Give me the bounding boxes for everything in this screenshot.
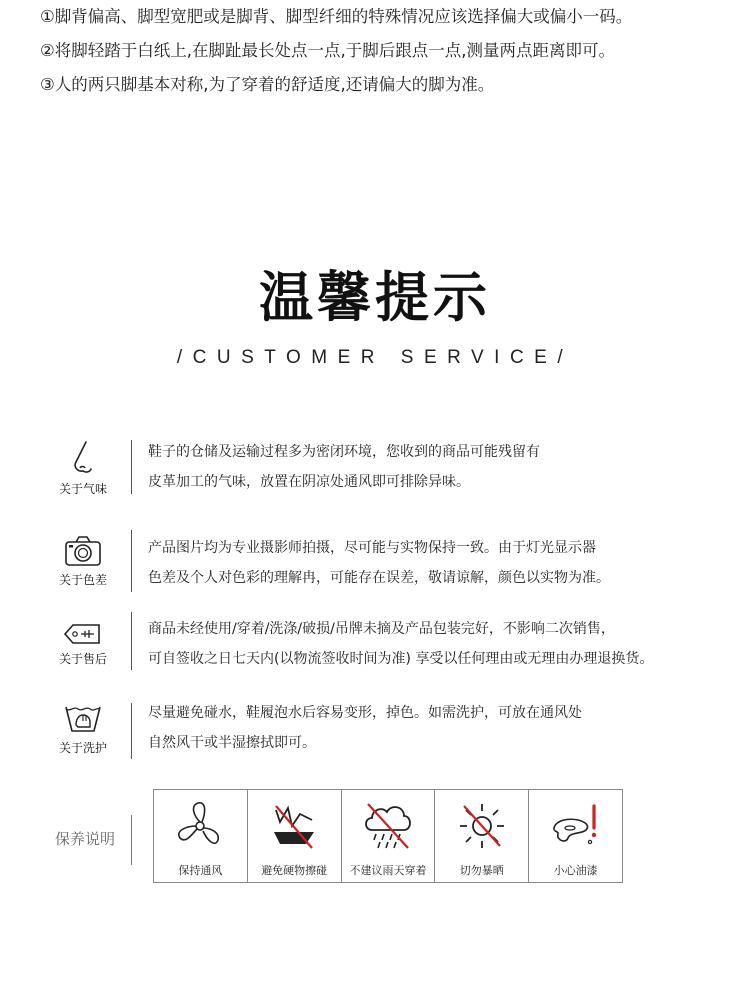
section-title: 温馨提示 xyxy=(259,266,491,329)
section-subtitle: /CUSTOMER SERVICE/ xyxy=(176,347,574,368)
care-item xyxy=(248,790,342,882)
nose-icon xyxy=(66,440,100,476)
care-item xyxy=(154,790,248,882)
size-note: ②将脚轻踏于白纸上,在脚趾最长处点一点,于脚后跟点一点,测量两点距离即可。 xyxy=(40,41,616,60)
tip-line: 尽量避免碰水，鞋履泡水后容易变形，掉色。如需洗护，可放在通风处 xyxy=(148,705,582,721)
care-item-label: 切勿暴晒 xyxy=(459,864,504,877)
tip-caption: 关于售后 xyxy=(58,652,107,666)
price-tag-icon xyxy=(63,622,103,646)
no-rain-icon xyxy=(360,798,416,854)
hand-wash-icon xyxy=(64,703,102,735)
care-item-label: 不建议雨天穿着 xyxy=(349,864,427,877)
care-item xyxy=(529,790,622,882)
tip-line: 鞋子的仓储及运输过程多为密闭环境，您收到的商品可能残留有 xyxy=(148,444,540,460)
care-instructions xyxy=(153,789,623,883)
tip-line: 自然风干或半湿擦拭即可。 xyxy=(148,735,316,751)
tip-caption: 关于气味 xyxy=(58,482,107,496)
divider xyxy=(131,440,132,494)
tip-line: 皮革加工的气味，放置在阴凉处通风即可排除异味。 xyxy=(148,474,470,490)
tip-caption: 关于洗护 xyxy=(58,741,107,755)
care-label: 保养说明 xyxy=(55,830,116,848)
divider xyxy=(131,530,132,592)
no-hard-object-icon xyxy=(266,798,322,854)
tip-line: 可自签收之日七天内(以物流签收时间为准) 享受以任何理由或无理由办理退换货。 xyxy=(148,651,654,667)
tip-line: 商品未经使用/穿着/洗涤/破损/吊牌未摘及产品包装完好，不影响二次销售， xyxy=(148,621,615,637)
care-item-label: 避免硬物擦碰 xyxy=(261,864,328,877)
size-notes xyxy=(40,0,740,102)
oil-stain-icon xyxy=(548,798,604,854)
divider xyxy=(131,612,132,670)
size-note: ①脚背偏高、脚型宽肥或是脚背、脚型纤细的特殊情况应该选择偏大或偏小一码。 xyxy=(40,7,633,26)
divider xyxy=(131,815,132,865)
care-item xyxy=(435,790,529,882)
care-item-label: 保持通风 xyxy=(178,864,223,877)
tip-line: 产品图片均为专业摄影师拍摄，尽可能与实物保持一致。由于灯光显示器 xyxy=(148,540,596,556)
care-item-label: 小心油漆 xyxy=(553,864,598,877)
tip-line: 色差及个人对色彩的理解冉，可能存在误差，敬请谅解，颜色以实物为准。 xyxy=(148,570,610,586)
camera-icon xyxy=(64,535,102,567)
size-note: ③人的两只脚基本对称,为了穿着的舒适度,还请偏大的脚为准。 xyxy=(40,75,495,94)
care-item xyxy=(342,790,436,882)
tip-caption: 关于色差 xyxy=(58,573,107,587)
divider xyxy=(131,703,132,759)
no-sun-icon xyxy=(454,798,510,854)
fan-icon xyxy=(172,798,228,854)
